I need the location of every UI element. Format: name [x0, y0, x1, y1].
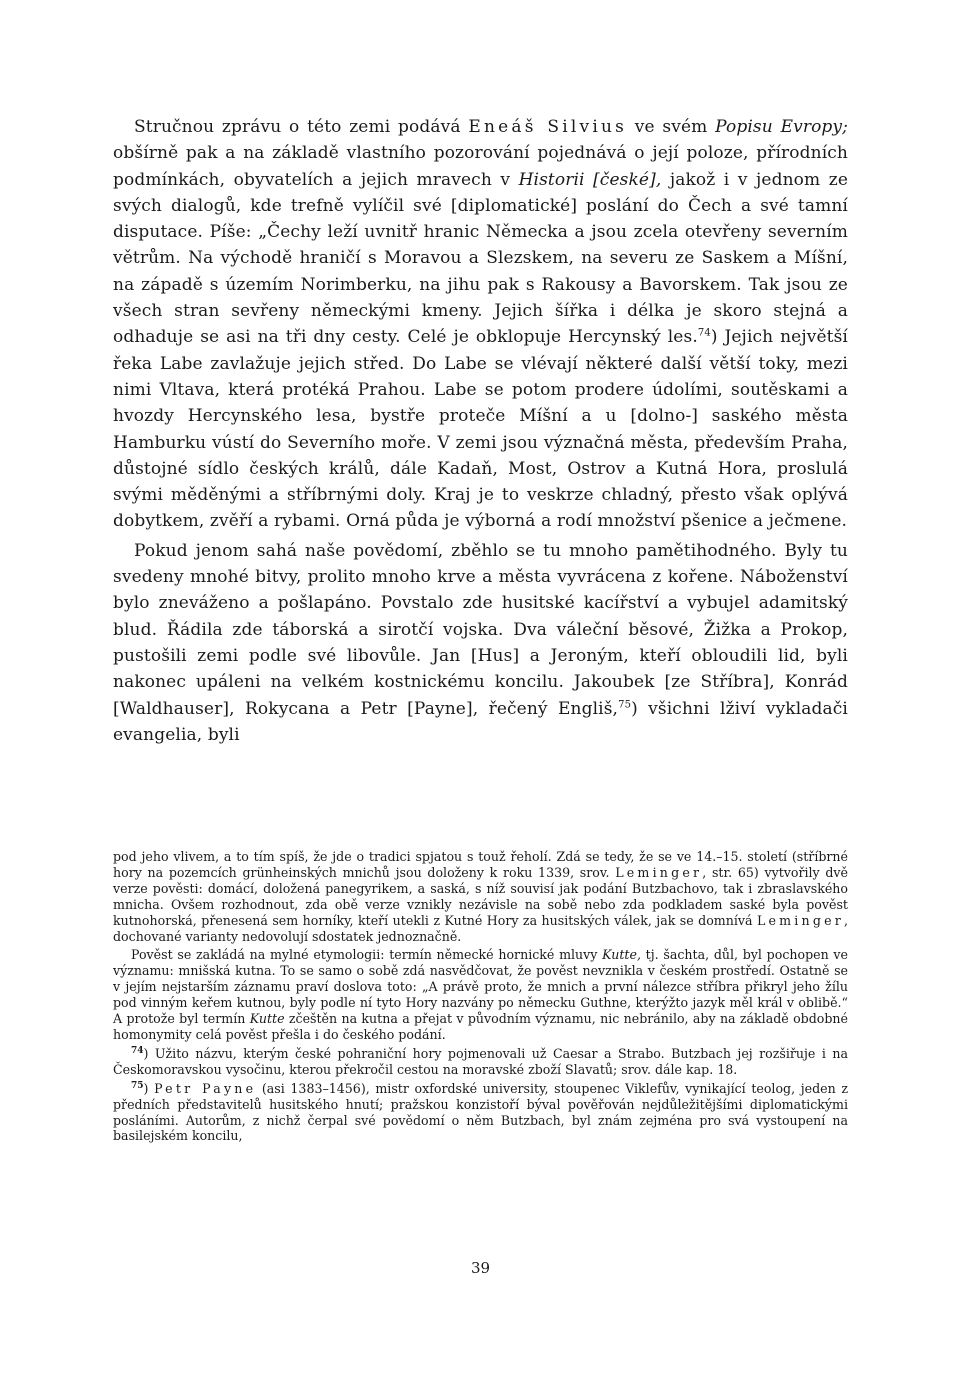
text-run: Stručnou zprávu o této zemi podává: [134, 117, 469, 137]
text-run: ) Užito názvu, kterým české pohraniční hory pojmenovali už Caesar a Strabo. Butzbach jej rozšiřuje i na Českomoravskou vysočinu, kterou překročil cestou na moravské zboží Slavatů; srov. dále kap. 18.: [113, 1045, 848, 1077]
text-run: ve svém: [627, 117, 716, 137]
text-run: ): [143, 1080, 155, 1096]
footnote-75: [113, 1081, 848, 1145]
text-run: tj. šachta, důl, byl pochopen ve významu: mnišská kutna. To se samo o sobě zdá nasvědčovat, že pověst nevznikla v českém prostředí. Ostatně se v jejím nejstarším záznamu praví doslova toto: „A právě proto, že mnich a první nálezce stříbra přikryl jeho žílu pod vinným keřem kutnou, byly podle ní tyto Hory nazvány po německu Guthne, kterýžto jazyk měl král v oblibě.“ A protože byl termín: [113, 947, 848, 1027]
paragraph-1: [113, 114, 848, 535]
text-run: ) Jejich největší řeka Labe zavlažuje jejich střed. Do Labe se vlévají některé další větší toky, mezi nimi Vltava, která protéká Prahou. Labe se potom prodere údolími, soutěskami a hvozdy Hercynského lesa, bystře proteče Míšní a u [dolno-] saského města Hamburku vústí do Severního moře. V zemi jsou význačná města, především Praha, důstojné sídlo českých králů, dále Kadaň, Most, Ostrov a Kutná Hora, proslulá svými měděnými a stříbrnými doly. Kraj je to veskrze chladný, přesto však oplývá dobytkem, zvěří a rybami. Orná půda je výborná a rodí množství pšenice a ječmene.: [113, 327, 848, 532]
text-run: , str. 65) vytvořily dvě verze pověsti: domácí, doložená panegyrikem, a saská, s níž souvisí jak podání Butzbachovo, tak i zbraslavského mnicha. Ovšem rozhodnout, zda obě verze vznikly nezávisle na sobě nebo zda podkladem saské byla pověst kutnohorská, přenesená sem horníky, kteří utekli z Kutné Hory za husitských válek, jak se domnívá: [113, 864, 848, 928]
text-run: obšírně pak a na základě vlastního pozorování pojednává o její poloze, přírodních podmínkách, obyvatelích a jejich mravech v: [113, 143, 848, 190]
book-page: [113, 114, 848, 1277]
text-run: Pokud jenom sahá naše povědomí, zběhlo se tu mnoho pamětihodného. Byly tu svedeny mnohé bitvy, prolito mnoho krve a města vyvrácena z kořene. Náboženství bylo zneváženo a pošlapáno. Povstalo zde husitské kacířství a vybujel adamitský blud. Řádila zde táborská a sirotčí vojska. Dva váleční běsové, Žižka a Prokop, pustošili zemi podle své libovůle. Jan [Hus] a Jeroným, kteří obloudili lid, byli nakonec upáleni na velkém kostnickému koncilu. Jakoubek [ze Stříbra], Konrád [Waldhauser], Rokycana a Petr [Payne], řečený Engliš,: [113, 540, 848, 719]
footnote-ref: 75: [618, 698, 632, 710]
work-title: Historii [české],: [518, 169, 662, 190]
author-name-spaced: Eneáš Silvius: [468, 117, 628, 137]
author-name-spaced: Leminger: [756, 912, 844, 928]
text-run: , dochované varianty nedovolují sdostatek jednoznačně.: [113, 912, 848, 944]
term-italic: Kutte: [249, 1011, 285, 1027]
paragraph-2: [113, 538, 848, 748]
person-name-spaced: Petr Payne: [154, 1080, 257, 1096]
text-run: jakož i v jednom ze svých dialogů, kde trefně vylíčil své [diplomatické] poslání do Čech a své tamní disputace. Píše: „Čechy leží uvnitř hranic Německa a jsou zcela otevřeny severním větrům. Na východě hraničí s Moravou a Slezskem, na severu ze Saskem a Míšní, na západě s územím Norimberku, na jihu pak s Rakousy a Bavorskem. Tak jsou ze všech stran sevřeny německými kmeny. Jejich šířka i délka je skoro stejná a odhaduje se asi na tři dny cesty. Celé je obklopuje Hercynský les.: [113, 169, 848, 348]
author-name-spaced: Leminger: [615, 864, 703, 880]
text-run: Pověst se zakládá na mylné etymologii: termín německé hornické mluvy: [131, 947, 603, 963]
footnote-paragraph: [113, 947, 848, 1042]
text-run: ) všichni lživí vykladači evangelia, byli: [113, 698, 848, 745]
footnote-ref: 74: [697, 327, 711, 339]
footnote-74: [113, 1046, 848, 1078]
footnotes: [113, 849, 848, 1144]
work-title: Popisu Evropy;: [715, 117, 848, 137]
text-run: zčeštěn na kutna a přejat v původním významu, nic nebránilo, aby na základě obdobné homonymity celá pověst přešla i do českého podání.: [113, 1011, 848, 1042]
text-run: pod jeho vlivem, a to tím spíš, že jde o tradici spjatou s touž řeholí. Zdá se tedy, že se ve 14.–15. století (stříbrné hory na pozemcích grünheinských mnichů jsou doloženy k roku 1339, srov.: [113, 849, 848, 880]
term-italic: Kutte,: [602, 947, 641, 963]
text-run: (asi 1383–1456), mistr oxfordské university, stoupenec Viklefův, vynikající teolog, jeden z předních představitelů husitského hnutí; pražskou konzistoří býval pověřován nejdůležitějšími diplomatickými posláními. Autorům, z nichž čerpal své povědomí o něm Butzbach, byl znám zejména pro svá vystoupení na basilejském koncilu,: [113, 1080, 848, 1144]
footnote-number: 74: [131, 1045, 144, 1056]
footnote-continuation: [113, 849, 848, 944]
page-number: 39: [470, 1259, 491, 1277]
footnote-number: 75: [131, 1080, 144, 1091]
main-text: [113, 114, 848, 748]
